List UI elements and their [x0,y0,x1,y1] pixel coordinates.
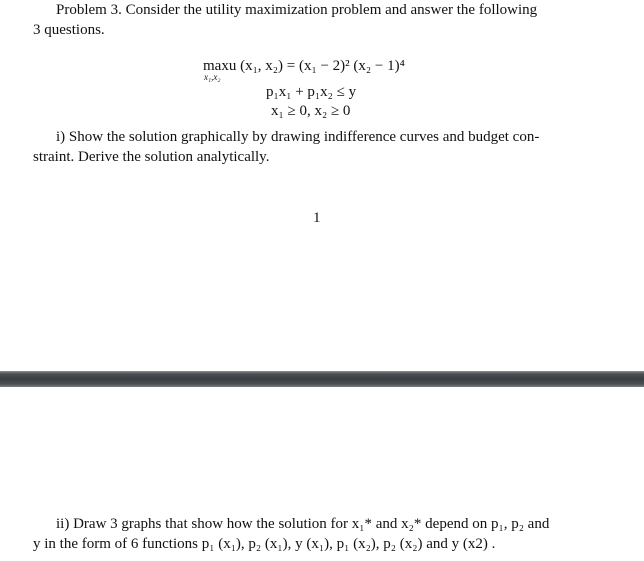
objective-equation: maxu (x₁, x₂) = (x₁ − 2)² (x₂ − 1)⁴ [203,58,405,74]
problem-intro-line-2: 3 questions. [33,22,105,38]
objective-subscript: x₁,x₂ [204,72,221,82]
question-ii-line-2: y in the form of 6 functions p₁ (x₁), p₂ (x₁), y (x₁), p₁ (x₂), p₂ (x₂) and y (x2) . [33,536,496,552]
question-i-line-1: i) Show the solution graphically by drawing indifference curves and budget con- [56,129,540,145]
question-i-line-2: straint. Derive the solution analytically. [33,149,270,165]
question-i [33,127,539,167]
question-ii [33,514,549,554]
problem-statement [33,0,537,40]
problem-intro-line-1: Problem 3. Consider the utility maximization problem and answer the following [56,2,538,18]
page-number: 1 [313,210,321,226]
budget-constraint-equation: p₁x₁ + p₁x₂ ≤ y [266,84,357,100]
nonnegativity-constraint: x₁ ≥ 0, x₂ ≥ 0 [271,103,351,119]
page-separator [0,371,644,387]
question-ii-line-1: ii) Draw 3 graphs that show how the solution for x₁* and x₂* depend on p₁, p₂ and [56,516,550,532]
